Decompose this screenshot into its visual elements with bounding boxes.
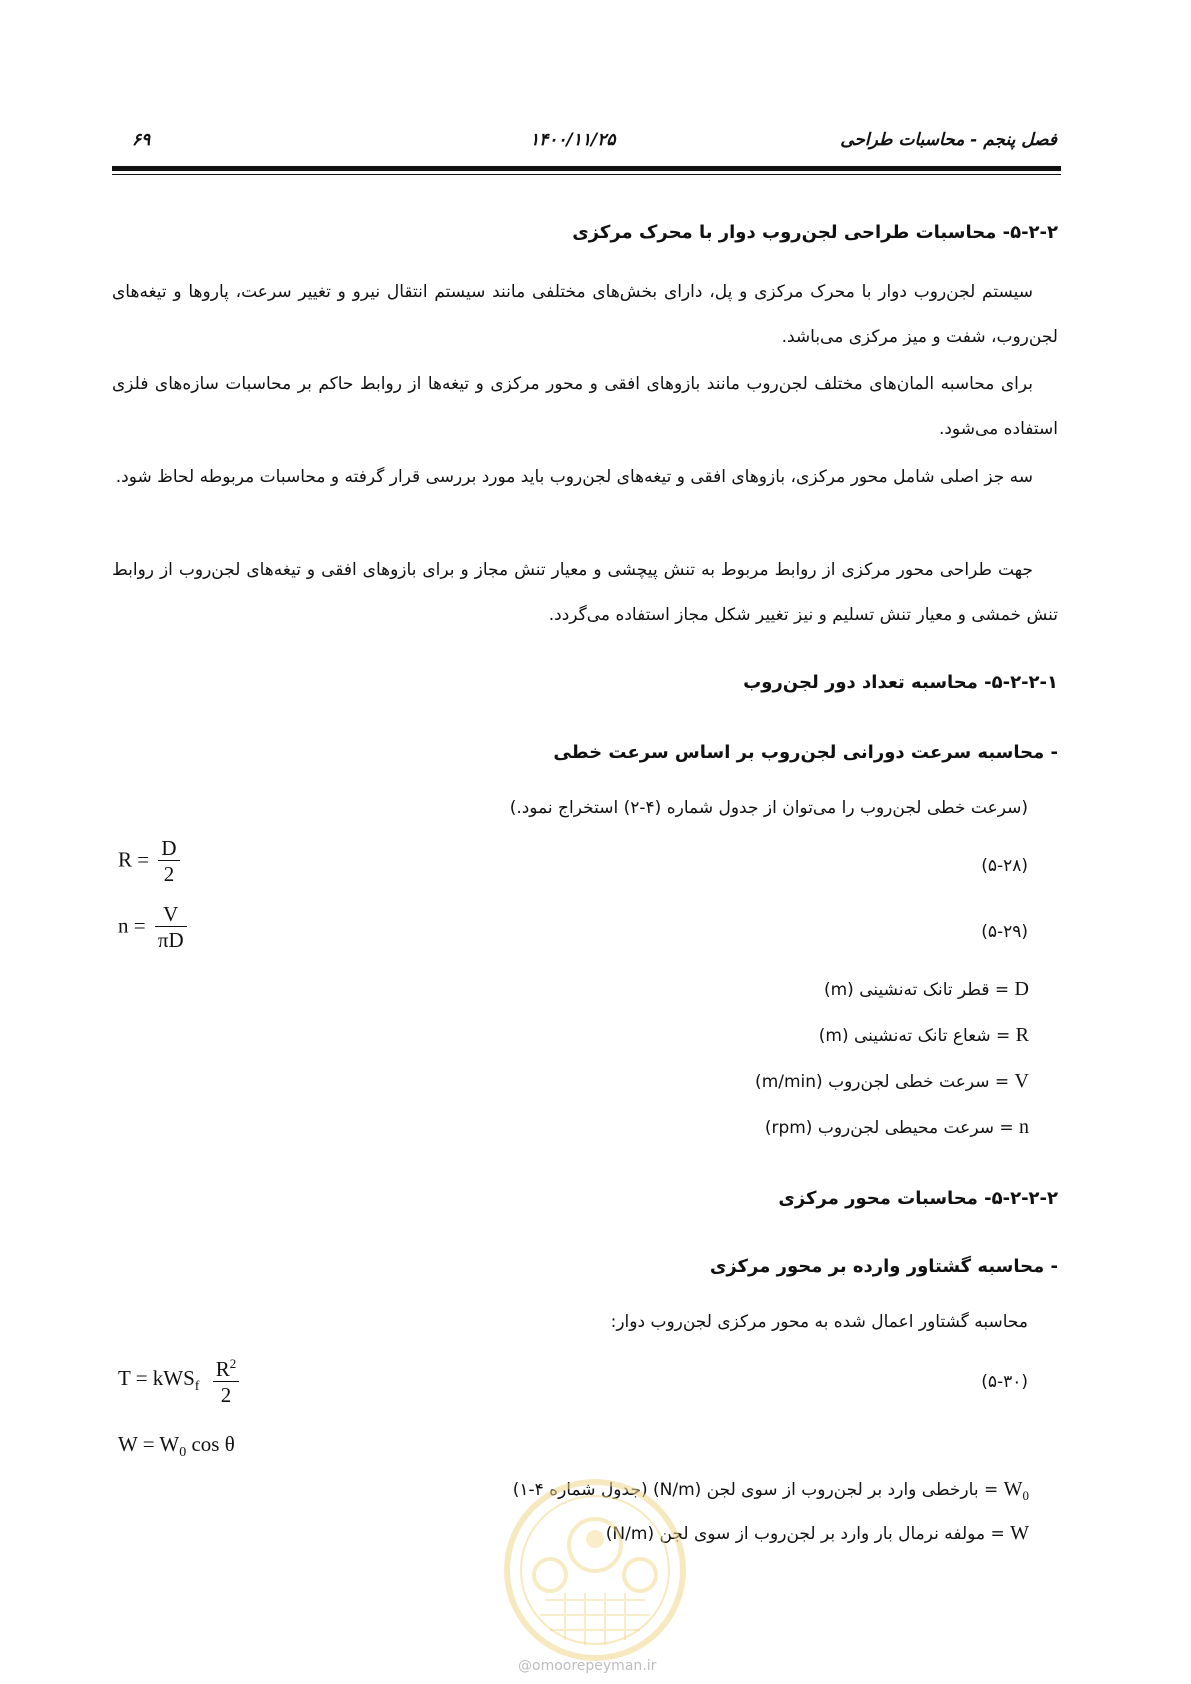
definition-item: [824, 978, 1029, 1001]
header-rule-thin: [112, 174, 1061, 175]
subsection-title: ۵-۲-۲-۲- محاسبات محور مرکزی: [778, 1188, 1058, 1209]
chapter-title: فصل پنجم - محاسبات طراحی: [840, 130, 1057, 150]
equation-lhs: R =: [118, 847, 150, 872]
equation-lhs: W = W: [118, 1432, 180, 1456]
equation-number: (۵-۲۸): [981, 856, 1028, 876]
paragraph: جهت طراحی محور مرکزی از روابط مربوط به تنش پیچشی و معیار تنش مجاز و برای بازوهای افقی و تیغه‌های لجن‌روب از روابط تنش خمشی و معیار تنش تسلیم و نیز تغییر شکل مجاز استفاده می‌گردد.: [112, 560, 1058, 625]
definition-text: = سرعت خطی لجن‌روب (m/min): [755, 1072, 1010, 1092]
equation-rotation-speed: [118, 902, 187, 953]
watermark-seal-icon: [500, 1475, 690, 1665]
torque-intro: محاسبه گشتاور اعمال شده به محور مرکزی لجن‌روب دوار:: [610, 1312, 1028, 1332]
bullet-heading: - محاسبه گشتاور وارده بر محور مرکزی: [709, 1256, 1058, 1277]
section-title: ۵-۲-۲- محاسبات طراحی لجن‌روب دوار با محرک مرکزی: [572, 222, 1058, 243]
paragraph: برای محاسبه المان‌های مختلف لجن‌روب مانند بازوهای افقی و محور مرکزی و تیغه‌ها از روابط حاکم بر محاسبات سازه‌های فلزی استفاده می‌شود.: [112, 374, 1058, 439]
subsection-title: ۵-۲-۲-۱- محاسبه تعداد دور لجن‌روب: [743, 672, 1058, 693]
numerator: D: [158, 836, 179, 861]
fraction: [155, 902, 187, 953]
definition-symbol: W: [1010, 1522, 1029, 1544]
definition-symbol: n: [1019, 1116, 1029, 1138]
equation-torque: [118, 1352, 239, 1408]
bullet-heading: - محاسبه سرعت دورانی لجن‌روب بر اساس سرعت خطی: [553, 742, 1058, 763]
definition-text: = شعاع تانک ته‌نشینی (m): [818, 1026, 1011, 1046]
table-reference-note: (سرعت خطی لجن‌روب را می‌توان از جدول شماره (۴-۲) استخراج نمود.): [509, 798, 1028, 818]
definition-item: [765, 1116, 1029, 1139]
header-date: ۱۴۰۰/۱۱/۲۵: [530, 130, 616, 150]
page-number: ۶۹: [132, 130, 151, 150]
equation-lhs: n =: [118, 913, 146, 938]
definition-text: = قطر تانک ته‌نشینی (m): [823, 980, 1010, 1000]
subscript: f: [194, 1379, 200, 1394]
equation-radius: [118, 836, 180, 887]
equation-number: (۵-۳۰): [981, 1372, 1028, 1392]
paragraph: سه جز اصلی شامل محور مرکزی، بازوهای افقی و تیغه‌های لجن‌روب باید مورد بررسی قرار گرفته و محاسبات مربوطه لحاظ شود.: [115, 467, 1033, 487]
equation-normal-load: [118, 1432, 235, 1461]
denominator: 2: [163, 862, 175, 886]
definition-item: [755, 1070, 1029, 1093]
subscript: 0: [179, 1445, 187, 1461]
symbol-base: W: [1003, 1478, 1023, 1500]
definition-text: = مولفه نرمال بار وارد بر لجن‌روب از سوی لجن (N/m): [605, 1524, 1005, 1544]
fraction: [158, 836, 179, 887]
header-rule-thick: [112, 166, 1061, 171]
paragraph: سیستم لجن‌روب دوار با محرک مرکزی و پل، دارای بخش‌های مختلفی مانند سیستم انتقال نیرو و تغییر سرعت، پاروها و تیغه‌های لجن‌روب، شفت و میز مرکزی می‌باشد.: [112, 282, 1058, 347]
definition-symbol: [1003, 1478, 1029, 1503]
subscript: 0: [1022, 1488, 1029, 1503]
definition-symbol: D: [1014, 978, 1029, 1000]
definition-text: = بارخطی وارد بر لجن‌روب از سوی لجن (N/m) (جدول شماره ۴-۱): [512, 1480, 999, 1500]
definition-symbol: V: [1014, 1070, 1029, 1092]
equation-lhs: T = kWS: [118, 1365, 195, 1390]
fraction: [213, 1352, 240, 1408]
numerator: V: [155, 902, 187, 927]
definition-text: = سرعت محیطی لجن‌روب (rpm): [764, 1118, 1014, 1138]
definition-symbol: R: [1015, 1024, 1029, 1046]
superscript: 2: [229, 1356, 237, 1371]
watermark-text: @omoorepeyman.ir: [518, 1658, 657, 1674]
numerator: [213, 1352, 240, 1382]
equation-rhs: cos θ: [186, 1432, 235, 1456]
definition-item: [819, 1024, 1029, 1047]
equation-number: (۵-۲۹): [981, 922, 1028, 942]
denominator: πD: [157, 928, 184, 952]
numerator-base: R: [215, 1357, 230, 1381]
denominator: 2: [220, 1383, 232, 1407]
